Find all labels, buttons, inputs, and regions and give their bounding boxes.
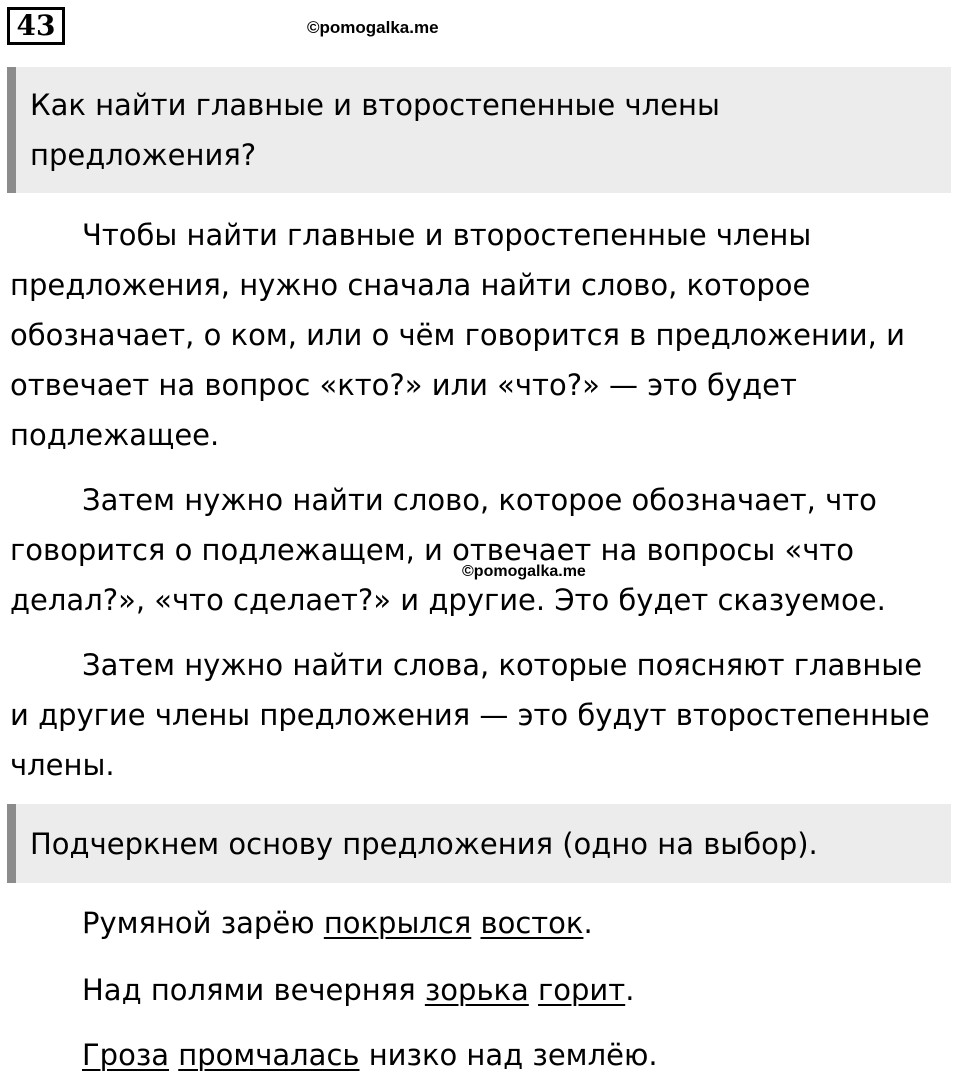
sentence-3-underlined-2: промчалась xyxy=(178,1038,360,1072)
question-box-2 xyxy=(7,804,951,883)
question-2-text: Подчеркнем основу предложения (одно на выбор). xyxy=(30,827,818,861)
question-1-text: Как найти главные и второстепенные члены предложения? xyxy=(30,88,720,172)
sentence-2-after: . xyxy=(625,973,635,1007)
sentence-1-after: . xyxy=(583,906,593,940)
sentence-2-space xyxy=(529,973,538,1007)
sentence-1-before: Румяной зарёю xyxy=(82,906,324,940)
sentence-2-underlined-2: горит xyxy=(538,973,626,1007)
example-sentence-2 xyxy=(82,970,634,1010)
example-sentence-3 xyxy=(82,1035,658,1075)
sentence-2-underlined-1: зорька xyxy=(424,973,529,1007)
paragraph-1: Чтобы найти главные и второстепенные члены предложения, нужно сначала найти слово, которое обозначает, о ком, или о чём говорится в предложении, и отвечает на вопрос «кто?» или «что?» — это будет подлежащее. xyxy=(10,218,905,452)
paragraph-2: Затем нужно найти слово, которое обозначает, что говорится о подлежащем, и отвечает на вопросы «что делал?», «что сделает?» и другие. Это будет сказуемое. xyxy=(10,483,886,617)
task-number: 43 xyxy=(7,7,65,45)
sentence-1-underlined-1: покрылся xyxy=(323,906,472,940)
question-box-1 xyxy=(7,67,951,193)
sentence-3-underlined-1: Гроза xyxy=(82,1038,170,1072)
sentence-2-before: Над полями вечерняя xyxy=(82,973,425,1007)
watermark-top: ©pomogalka.me xyxy=(307,18,439,37)
example-sentence-1 xyxy=(82,903,593,943)
sentence-3-space xyxy=(169,1038,178,1072)
sentence-3-after: низко над землёю. xyxy=(359,1038,658,1072)
paragraph-3: Затем нужно найти слова, которые поясняют главные и другие члены предложения — это будут второстепенные члены. xyxy=(10,648,930,782)
watermark-middle: ©pomogalka.me xyxy=(462,563,586,580)
sentence-1-underlined-2: восток xyxy=(480,906,584,940)
sentence-1-space xyxy=(471,906,480,940)
